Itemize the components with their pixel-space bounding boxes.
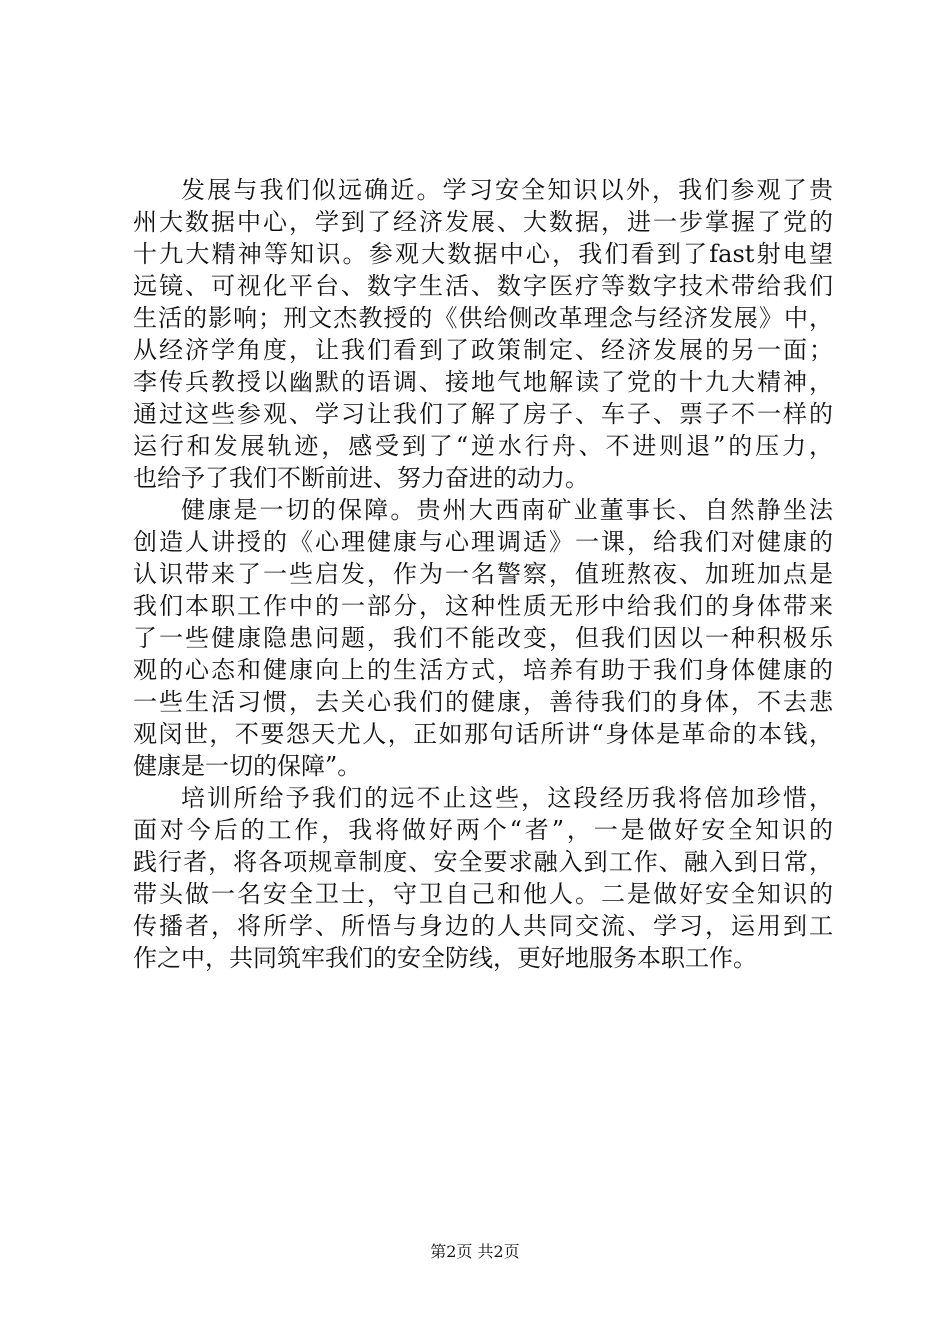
text-line: 远镜、可视化平台、数字生活、数字医疗等数字技术带给我们 [133, 272, 833, 300]
text-line: 认识带来了一些启发，作为一名警察，值班熬夜、加班加点是 [133, 560, 833, 588]
text-line: 传播者，将所学、所悟与身边的人共同交流、学习，运用到工 [133, 912, 833, 940]
page-number-footer: 第2页 共2页 [430, 1242, 520, 1261]
text-line: 带头做一名安全卫士，守卫自己和他人。二是做好安全知识的 [133, 880, 833, 908]
text-line: 面对今后的工作，我将做好两个“者”，一是做好安全知识的 [133, 816, 833, 844]
text-line: 一些生活习惯，去关心我们的健康，善待我们的身体，不去悲 [133, 688, 833, 716]
text-line: 生活的影响；刑文杰教授的《供给侧改革理念与经济发展》中， [133, 304, 833, 332]
text-line: 践行者，将各项规章制度、安全要求融入到工作、融入到日常， [133, 848, 833, 876]
paragraph-1 [133, 174, 833, 494]
text-line: 创造人讲授的《心理健康与心理调适》一课，给我们对健康的 [133, 528, 833, 556]
text-line: 观闵世，不要怨天尤人，正如那句话所讲“身体是革命的本钱， [133, 720, 833, 748]
text-line: 从经济学角度，让我们看到了政策制定、经济发展的另一面； [133, 336, 833, 364]
text-line: 作之中，共同筑牢我们的安全防线，更好地服务本职工作。 [133, 944, 757, 972]
text-line: 十九大精神等知识。参观大数据中心，我们看到了fast射电望 [133, 240, 833, 268]
text-line: 运行和发展轨迹，感受到了“逆水行舟、不进则退”的压力， [133, 432, 833, 460]
text-line: 也给予了我们不断前进、努力奋进的动力。 [133, 464, 589, 492]
text-line: 观的心态和健康向上的生活方式，培养有助于我们身体健康的 [133, 656, 833, 684]
document-body [133, 174, 833, 974]
text-line: 培训所给予我们的远不止这些，这段经历我将倍加珍惜， [181, 784, 833, 812]
text-line: 健康是一切的保障。贵州大西南矿业董事长、自然静坐法 [181, 496, 833, 524]
text-line: 州大数据中心，学到了经济发展、大数据，进一步掌握了党的 [133, 208, 833, 236]
text-line: 李传兵教授以幽默的语调、接地气地解读了党的十九大精神， [133, 368, 833, 396]
text-line: 通过这些参观、学习让我们了解了房子、车子、票子不一样的 [133, 400, 833, 428]
text-line: 我们本职工作中的一部分，这种性质无形中给我们的身体带来 [133, 592, 833, 620]
paragraph-3 [133, 782, 833, 974]
text-line: 了一些健康隐患问题，我们不能改变，但我们因以一种积极乐 [133, 624, 833, 652]
text-line: 健康是一切的保障”。 [133, 752, 362, 780]
text-line: 发展与我们似远确近。学习安全知识以外，我们参观了贵 [181, 176, 833, 204]
paragraph-2 [133, 494, 833, 782]
